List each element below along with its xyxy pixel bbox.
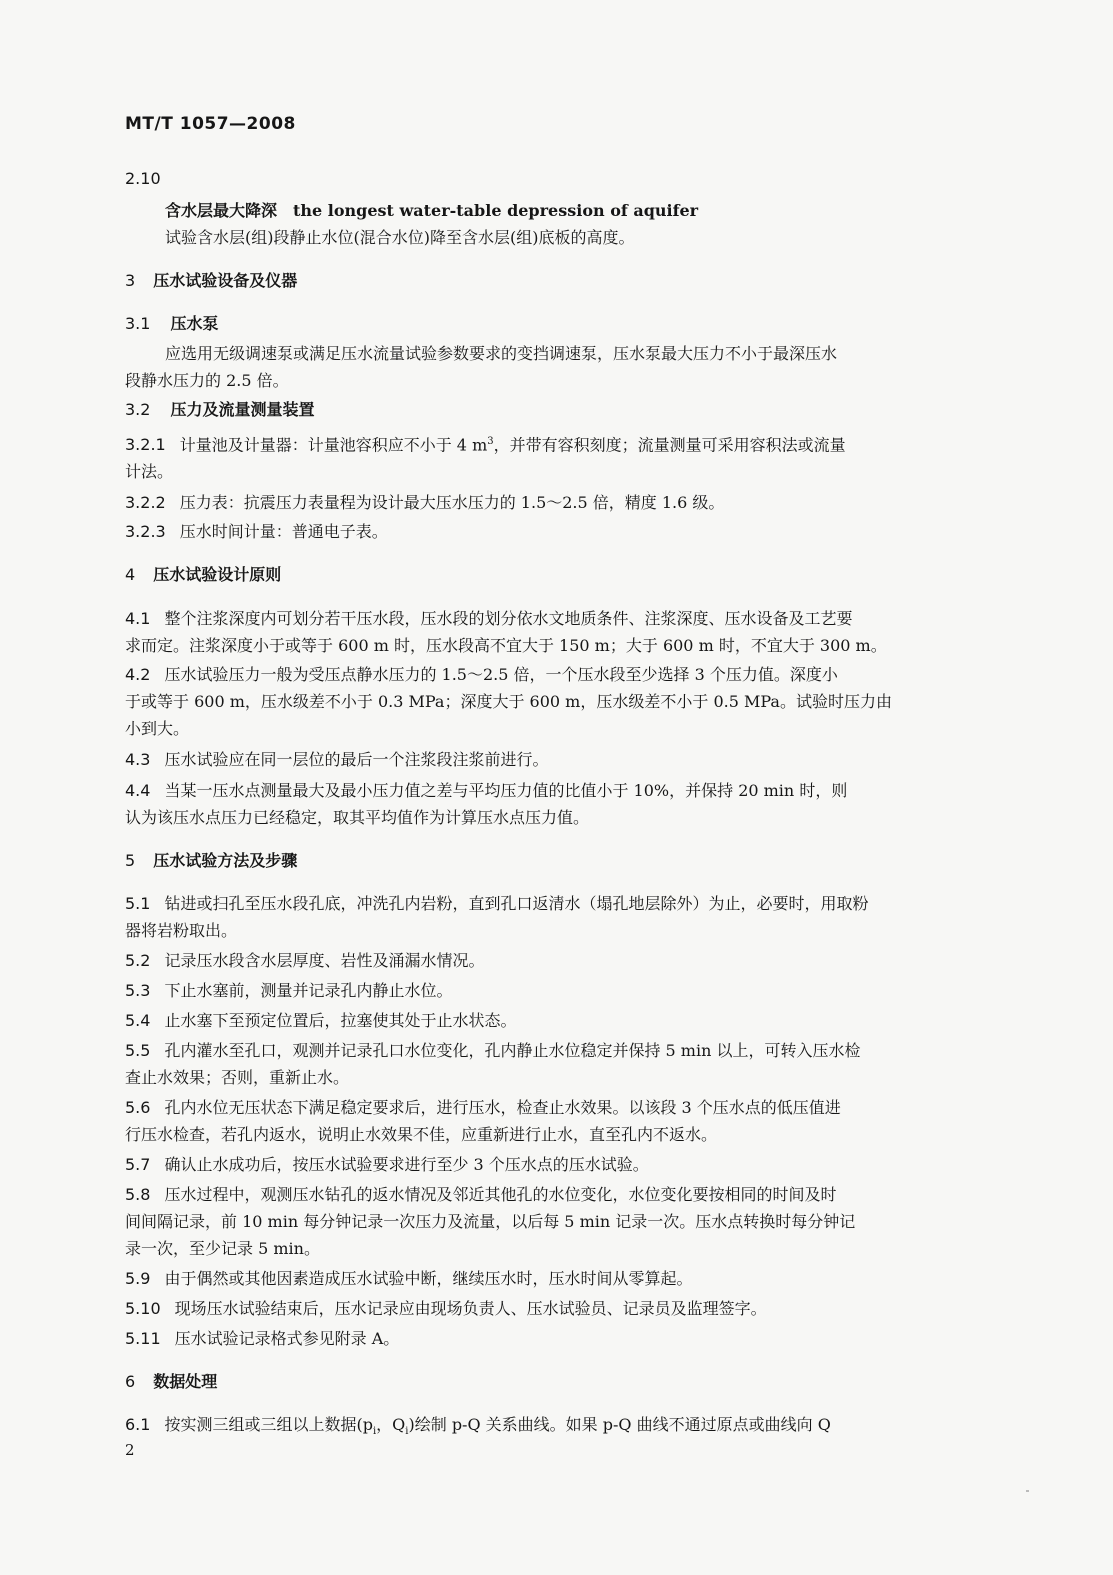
text-line [125,890,991,917]
text-segment: 下止水塞前，测量并记录孔内静止水位。 [164,981,453,1001]
text-line: 录一次，至少记录 5 min。 [125,1239,320,1259]
clause-number: 5.10 [125,1299,161,1319]
clause-4-3 [125,746,991,773]
clause-number: 4.2 [125,665,151,685]
page-content [125,166,991,1446]
term-chinese: 含水层最大降深 [165,201,278,220]
superscript: 3 [487,436,494,447]
clause-3-2-1 [125,428,991,485]
text-line [125,1181,991,1208]
section-number: 6 [125,1372,136,1392]
text-line: 器将岩粉取出。 [125,921,238,941]
subsection-heading-3-2 [125,396,991,423]
clause-5-5 [125,1037,991,1091]
clause-number: 3.2.2 [125,493,166,513]
subsection-number: 3.2 [125,400,151,419]
text-line [125,977,991,1004]
text-line: 计法。 [125,462,174,482]
text-line: 查止水效果；否则，重新止水。 [125,1068,350,1088]
text-line [125,1265,991,1292]
text-line [125,428,991,458]
section-title: 压水试验设计原则 [153,565,282,585]
clause-5-7 [125,1151,991,1178]
clause-3-2-3 [125,518,991,545]
term-line [125,197,991,224]
text-segment: 当某一压水点测量最大及最小压力值之差与平均压力值的比值小于 10%，并保持 20 min 时，则 [164,781,848,801]
text-line: 小到大。 [125,719,190,739]
section-number: 5 [125,851,136,871]
subsection-number: 3.1 [125,314,151,333]
text-line: 应选用无级调速泵或满足压水流量试验参数要求的变挡调速泵，压水泵最大压力不小于最深压水 [165,344,838,363]
clause-6-1 [125,1411,991,1445]
clause-number: 3.2.1 [125,435,166,455]
clause-4-2 [125,661,991,742]
clause-5-2 [125,947,991,974]
document-id: MT/T 1057—2008 [125,114,296,134]
text-segment: 确认止水成功后，按压水试验要求进行至少 3 个压水点的压水试验。 [164,1155,649,1175]
text-segment: 按实测三组或三组以上数据(p [164,1415,373,1435]
clause-5-10 [125,1295,991,1322]
section-title: 压水试验方法及步骤 [153,851,298,871]
clause-number: 5.4 [125,1011,151,1031]
clause-number: 5.2 [125,951,151,971]
clause-number: 4.4 [125,781,151,801]
text-line: 间间隔记录，前 10 min 每分钟记录一次压力及流量，以后每 5 min 记录一次。压水点转换时每分钟记 [125,1212,856,1232]
text-segment: 由于偶然或其他因素造成压水试验中断，继续压水时，压水时间从零算起。 [164,1269,693,1289]
clause-number: 5.3 [125,981,151,1001]
text-line: 段静水压力的 2.5 倍。 [125,371,289,390]
text-segment: 钻进或扫孔至压水段孔底，冲洗孔内岩粉，直到孔口返清水（塌孔地层除外）为止，必要时，用取粉 [164,894,869,914]
text-line [125,1151,991,1178]
section-heading-6 [125,1368,991,1395]
clause-5-4 [125,1007,991,1034]
text-segment: 压水试验压力一般为受压点静水压力的 1.5～2.5 倍，一个压水段至少选择 3 个压力值。深度小 [164,665,838,685]
text-segment: 压水时间计量：普通电子表。 [179,522,388,542]
text-segment: 压水试验记录格式参见附录 A。 [174,1329,400,1349]
subsection-title: 压水泵 [170,314,219,333]
clause-5-1 [125,890,991,944]
clause-2-10 [125,166,991,251]
clause-4-4 [125,777,991,831]
subscript: i [405,1426,409,1438]
section-heading-5 [125,847,991,874]
text-line [125,1411,991,1445]
text-line [125,489,991,516]
clause-5-3 [125,977,991,1004]
text-line [125,1094,991,1121]
text-line [125,1295,991,1322]
text-segment: 整个注浆深度内可划分若干压水段，压水段的划分依水文地质条件、注浆深度、压水设备及工艺要 [164,609,853,629]
subsection-heading-3-1 [125,310,991,337]
section-heading-3 [125,267,991,294]
section-title: 压水试验设备及仪器 [153,271,298,290]
text-segment: 压水试验应在同一层位的最后一个注浆段注浆前进行。 [164,750,549,770]
clause-number: 5.8 [125,1185,151,1205]
clause-number: 5.9 [125,1269,151,1289]
text-line [125,518,991,545]
text-segment: 记录压水段含水层厚度、岩性及涌漏水情况。 [164,951,485,971]
clause-number: 4.3 [125,750,151,770]
text-segment: 孔内灌水至孔口，观测并记录孔口水位变化，孔内静止水位稳定并保持 5 min 以上，可转入压水检 [164,1041,861,1061]
text-line [125,1037,991,1064]
text-segment: ，并带有容积刻度；流量测量可采用容积法或流量 [493,435,846,455]
text-line: 求而定。注浆深度小于或等于 600 m 时，压水段高不宜大于 150 m；大于 600 m 时，不宜大于 300 m。 [125,636,887,656]
text-line [125,1325,991,1352]
clause-3-2-2 [125,489,991,516]
text-segment: )绘制 p-Q 关系曲线。如果 p-Q 曲线不通过原点或曲线向 Q [408,1415,831,1435]
section-title: 数据处理 [153,1372,218,1392]
clause-5-9 [125,1265,991,1292]
term-english: the longest water-table depression of aquifer [293,201,699,220]
text-line [125,605,991,632]
clause-number: 3.2.3 [125,522,166,542]
clause-4-1 [125,605,991,659]
text-segment: 止水塞下至预定位置后，拉塞使其处于止水状态。 [164,1011,517,1031]
clause-number: 5.1 [125,894,151,914]
text-line [125,1007,991,1034]
clause-number: 4.1 [125,609,151,629]
scan-speck [1026,1490,1029,1492]
text-segment: ，Q [376,1415,406,1435]
subsection-title: 压力及流量测量装置 [170,400,315,419]
section-number: 3 [125,271,136,290]
text-line: 行压水检查，若孔内返水，说明止水效果不佳，应重新进行止水，直至孔内不返水。 [125,1125,718,1145]
clause-5-8 [125,1181,991,1262]
text-line [125,777,991,804]
clause-number: 5.7 [125,1155,151,1175]
text-line [125,746,991,773]
text-line: 于或等于 600 m，压水级差不小于 0.3 MPa；深度大于 600 m，压水级差不小于 0.5 MPa。试验时压力由 [125,692,892,712]
clause-number: 6.1 [125,1415,151,1435]
clause-number: 2.10 [125,169,161,188]
text-segment: 现场压水试验结束后，压水记录应由现场负责人、压水试验员、记录员及监理签字。 [174,1299,767,1319]
clause-number: 5.6 [125,1098,151,1118]
text-line [125,947,991,974]
clause-number: 5.5 [125,1041,151,1061]
paragraph-3-1 [125,340,991,394]
clause-number: 5.11 [125,1329,161,1349]
clause-5-6 [125,1094,991,1148]
text-segment: 压力表：抗震压力表量程为设计最大压水压力的 1.5～2.5 倍，精度 1.6 级。 [179,493,725,513]
text-line: 认为该压水点压力已经稳定，取其平均值作为计算压水点压力值。 [125,808,590,828]
page-number: 2 [125,1441,135,1459]
term-definition: 试验含水层(组)段静止水位(混合水位)降至含水层(组)底板的高度。 [165,228,635,247]
section-heading-4 [125,561,991,588]
text-segment: 压水过程中，观测压水钻孔的返水情况及邻近其他孔的水位变化，水位变化要按相同的时间及时 [164,1185,837,1205]
clause-5-11 [125,1325,991,1352]
section-number: 4 [125,565,136,585]
subscript: i [372,1426,377,1438]
text-segment: 计量池及计量器：计量池容积应不小于 4 m [179,435,488,455]
text-segment: 孔内水位无压状态下满足稳定要求后，进行压水，检查止水效果。以该段 3 个压水点的低压值进 [164,1098,841,1118]
text-line [125,661,991,688]
